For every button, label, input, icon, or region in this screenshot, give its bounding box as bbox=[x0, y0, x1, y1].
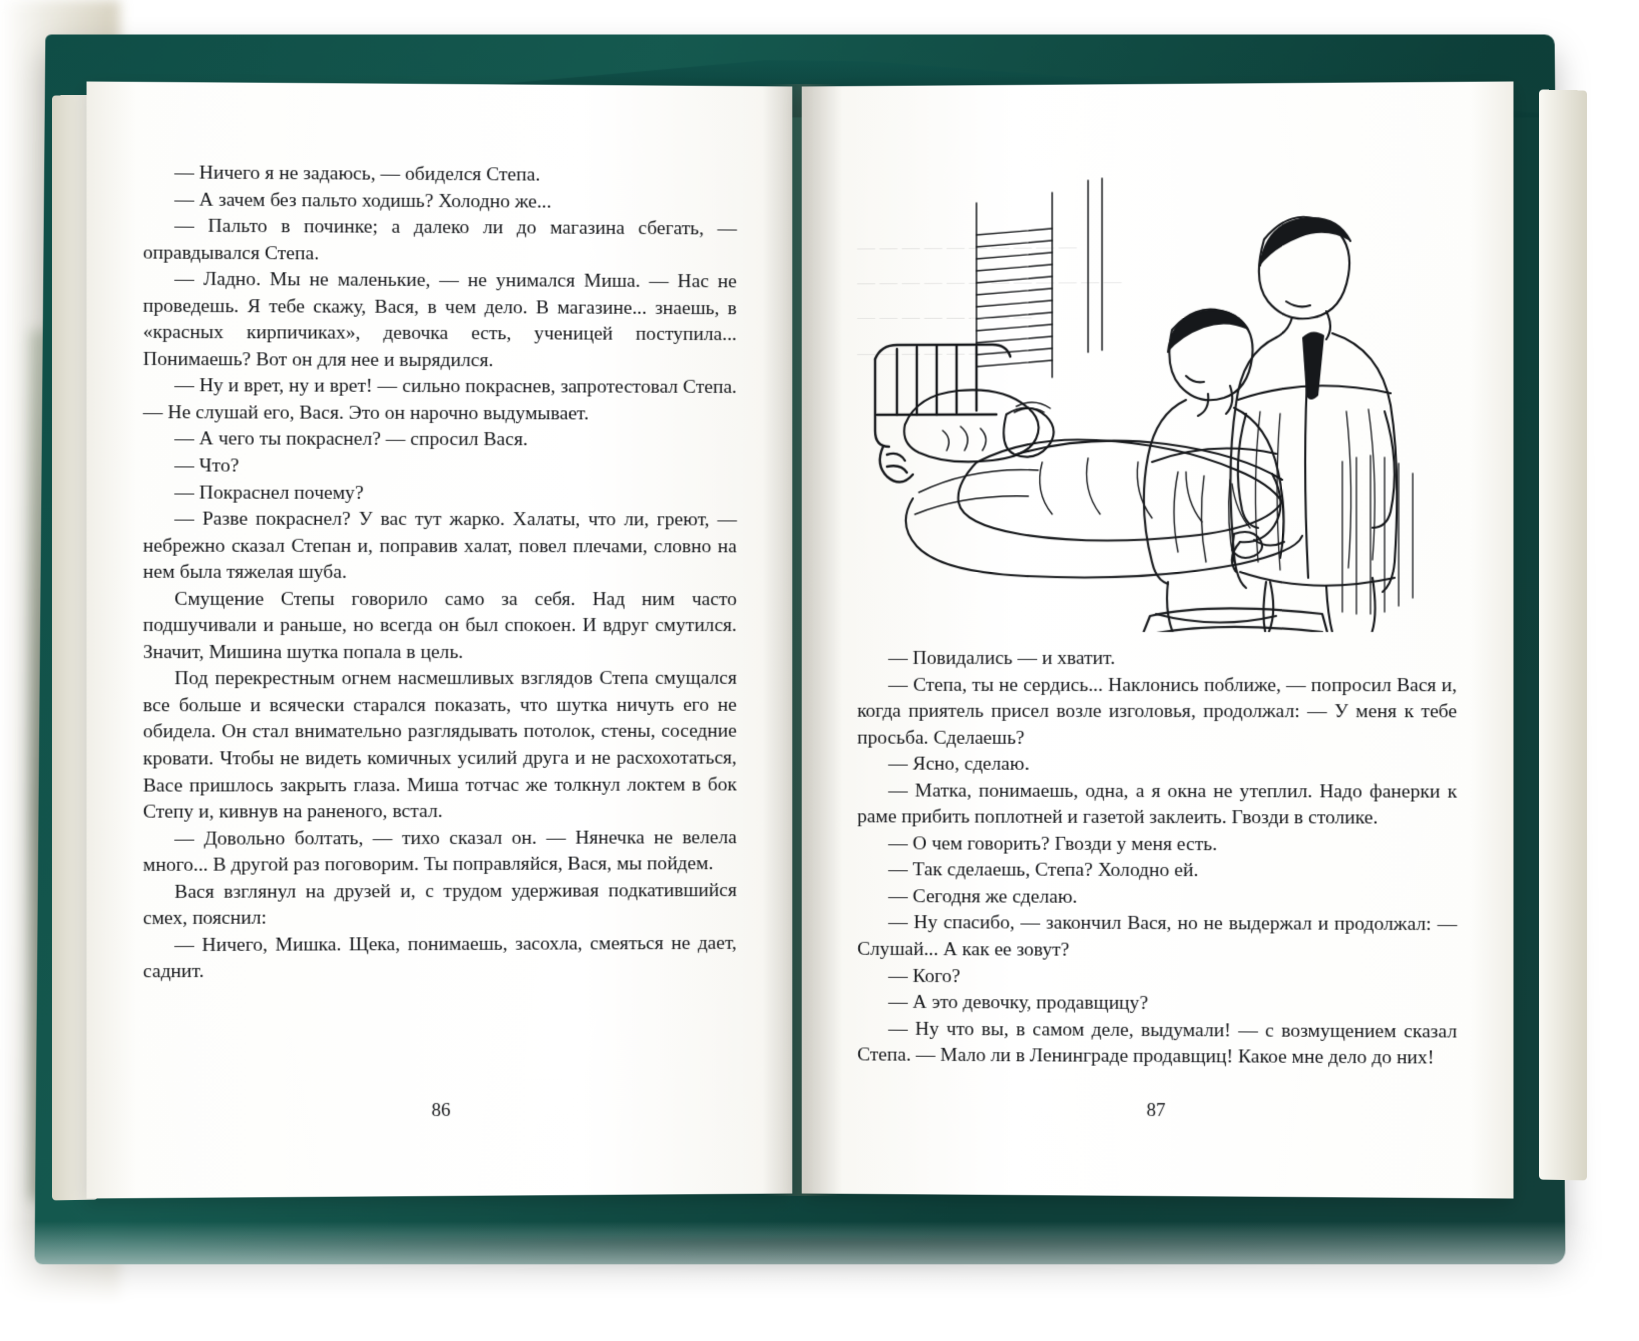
paragraph: Под перекрестным огнем насмешливых взглядов Степа смущался все больше и всячески старался показать, что шутка ничуть его не обидела. Он стал внимательно разглядывать потолок, стены, соседние кровати. Чтобы не видеть комичных усилий друга и не расхохотаться, Васе пришлось закрыть глаза. Миша тотчас же толкнул локтем в бок Степу и, кивнув на раненого, встал. bbox=[142, 668, 737, 823]
paragraph: — Ну и врет, ну и врет! — сильно покраснев, запротестовал Степа. — Не слушай его, Вася. Это он нарочно выдумывает. bbox=[142, 375, 737, 425]
paragraph: — А зачем без пальто ходишь? Холодно же... bbox=[174, 189, 552, 213]
show-through-text: — — — — — — — — — — — — — — — — — — — — — — — — — — — — — — — — — — — — — bbox=[857, 236, 1122, 363]
paragraph: — Довольно болтать, — тихо сказал он. — Нянечка не велела много... В другой раз поговорим. Ты поправляйся, Вася, мы пойдем. bbox=[142, 826, 737, 877]
paragraph: — Ладно. Мы не маленькие, — не унимался Миша. — Нас не проведешь. Я тебе скажу, Вася, в чем дело. В магазине... знаешь, в «красных кирпичиках», девочка есть, ученицей поступила... Понимаешь? Вот он для нее и вырядился. bbox=[142, 268, 737, 372]
paragraph: — Степа, ты не сердись... Наклонись поближе, — попросил Вася и, когда приятель присел возле изголовья, продолжал: — У меня к тебе просьба. Сделаешь? bbox=[857, 674, 1458, 749]
paragraph: — Ничего я не задаюсь, — обиделся Степа. bbox=[174, 162, 541, 186]
paragraph: — А чего ты покраснел? — спросил Вася. bbox=[174, 428, 528, 451]
right-page bbox=[802, 81, 1514, 1198]
paragraph: — Ничего, Мишка. Щека, понимаешь, засохла, смеяться не дает, саднит. bbox=[142, 932, 737, 983]
paragraph: — О чем говорить? Гвозди у меня есть. bbox=[888, 833, 1218, 855]
paragraph: — Ну спасибо, — закончил Вася, но не выдержал и продолжал: — Слушай... А как ее зовут? bbox=[857, 912, 1458, 961]
page-number-left: 86 bbox=[431, 1099, 451, 1122]
left-page-text bbox=[143, 160, 737, 986]
paragraph: — Так сделаешь, Степа? Холодно ей. bbox=[888, 859, 1199, 882]
right-page-text bbox=[857, 646, 1457, 1072]
paragraph: — Матка, понимаешь, одна, а я окна не утеплил. Надо фанерки к раме прибить поплотней и газетой заклеить. Гвозди в столике. bbox=[857, 780, 1458, 829]
page-block-edge-right bbox=[1539, 90, 1587, 1181]
paragraph: — Ну что вы, в самом деле, выдумали! — с возмущением сказал Степа. — Мало ли в Ленинграде продавщиц! Какое мне дело до них! bbox=[857, 1018, 1458, 1069]
paragraph: — Покраснел почему? bbox=[174, 482, 364, 504]
paragraph: — Ясно, сделаю. bbox=[888, 753, 1030, 775]
page-number-right: 87 bbox=[1146, 1099, 1166, 1122]
paragraph: Вася взглянул на друзей и, с трудом удерживая подкатившийся смех, пояснил: bbox=[142, 879, 737, 930]
paragraph: — А это девочку, продавщицу? bbox=[888, 991, 1149, 1015]
paragraph: — Повидались — и хватит. bbox=[888, 647, 1116, 669]
paragraph: — Что? bbox=[174, 455, 239, 477]
paragraph: — Разве покраснел? У вас тут жарко. Халаты, что ли, греют, — небрежно сказал Степан и, поправив халат, повел плечами, словно на нем была тяжелая шуба. bbox=[142, 508, 737, 584]
hospital-bedside-illustration bbox=[857, 160, 1457, 632]
paragraph: — Кого? bbox=[888, 965, 961, 987]
left-page bbox=[87, 81, 793, 1198]
paragraph: — Сегодня же сделаю. bbox=[888, 886, 1078, 908]
paragraph: — Пальто в починке; а далеко ли до магазина сбегать, — оправдывался Степа. bbox=[142, 215, 737, 265]
paragraph: Смущение Степы говорило само за себя. Над ним часто подшучивали и раньше, но всегда он был спокоен. И вдруг смутился. Значит, Мишина шутка попала в цель. bbox=[142, 588, 737, 663]
background-blur-bottom bbox=[0, 1221, 1639, 1341]
